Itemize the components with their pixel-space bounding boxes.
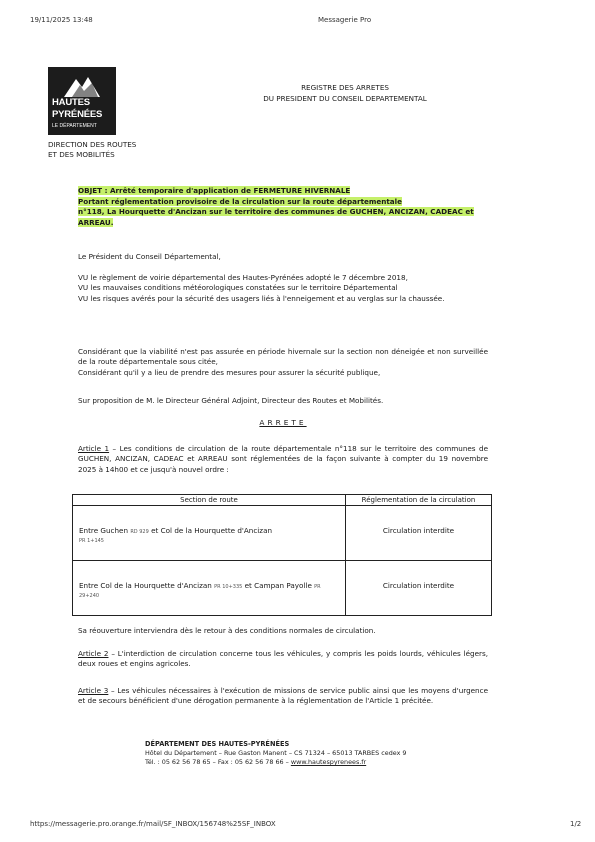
vu-item: VU les risques avérés pour la sécurité des usagers liés à l'enneigement et au verglas sur la chaussée. — [78, 293, 445, 303]
table-cell-regulation: Circulation interdite — [346, 506, 492, 561]
article-1 — [78, 444, 488, 475]
print-datetime: 19/11/2025 13:48 — [30, 16, 93, 24]
section-end-pr: PR 29+240 — [79, 584, 321, 599]
register-title — [200, 82, 490, 104]
mountain-icon — [62, 73, 102, 99]
article-3 — [78, 686, 488, 707]
table-header-row — [73, 495, 492, 506]
proposition-text: Sur proposition de M. le Directeur Général Adjoint, Directeur des Routes et Mobilités. — [78, 396, 384, 405]
road-section-table — [72, 494, 492, 616]
article-1-text: – Les conditions de circulation de la route départementale n°118 sur le territoire des communes de GUCHEN, ANCIZAN, CADEAC et ARREAU sont réglementées de la façon suivante à compter du 19 novembre 2025 à 14h00 et ce jusqu'à nouvel ordre : — [78, 444, 488, 474]
section-start: Entre Guchen — [79, 526, 129, 535]
table-row — [73, 506, 492, 561]
print-url: https://messagerie.pro.orange.fr/mail/SF_INBOX/156748%25SF_INBOX — [30, 820, 276, 828]
department-logo — [48, 67, 116, 135]
section-start-pr: RD 929 — [130, 529, 149, 535]
objet-line-2: Portant réglementation provisoire de la circulation sur la route départementale — [78, 196, 402, 206]
article-2-label: Article 2 — [78, 649, 109, 658]
logo-text-departement: LE DÉPARTEMENT — [52, 123, 97, 129]
section-start-pr: PR 10+335 — [214, 584, 243, 590]
objet-line-3: n°118, La Hourquette d'Ancizan sur le territoire des communes de GUCHEN, ANCIZAN, CADEAC et — [78, 207, 474, 216]
direction-line-2: ET DES MOBILITÉS — [48, 150, 115, 159]
objet-line-4: ARREAU. — [78, 217, 114, 227]
issuing-direction — [48, 140, 136, 160]
objet-line-1: OBJET : Arrêté temporaire d'application de FERMETURE HIVERNALE — [78, 186, 351, 195]
vu-item: VU les mauvaises conditions météorologiques constatées sur le territoire Départemental — [78, 283, 398, 293]
table-cell-section — [73, 506, 346, 561]
vu-list — [78, 273, 488, 304]
print-app-title: Messagerie Pro — [318, 16, 372, 24]
logo-text-pyrenees: PYRÉNÉES — [52, 109, 103, 120]
print-page-number: 1/2 — [570, 820, 582, 828]
footer-title: DÉPARTEMENT DES HAUTES-PYRÉNÉES — [145, 740, 290, 748]
register-line-1: REGISTRE DES ARRETES — [301, 83, 389, 92]
article-1-label: Article 1 — [78, 444, 110, 453]
section-end-pr: PR 1+145 — [79, 538, 104, 544]
table-header-regulation: Réglementation de la circulation — [346, 495, 492, 506]
objet-block — [78, 186, 488, 228]
reouverture-text: Sa réouverture interviendra dès le retour à des conditions normales de circulation. — [78, 626, 376, 635]
letterhead-footer — [145, 740, 406, 767]
section-start: Entre Col de la Hourquette d'Ancizan — [79, 581, 212, 590]
footer-website-link[interactable]: www.hautespyrenees.fr — [290, 758, 367, 766]
register-line-2: DU PRESIDENT DU CONSEIL DEPARTEMENTAL — [263, 94, 427, 103]
article-3-label: Article 3 — [78, 686, 109, 695]
table-cell-section — [73, 561, 346, 616]
footer-contact: Tél. : 05 62 56 78 65 – Fax : 05 62 56 78 66 – — [145, 758, 291, 766]
considerant-list — [78, 347, 488, 378]
vu-item: VU le règlement de voirie départemental des Hautes-Pyrénées adopté le 7 décembre 2018, — [78, 273, 408, 282]
table-row — [73, 561, 492, 616]
footer-contact-line — [145, 758, 406, 767]
footer-address: Hôtel du Département – Rue Gaston Manent – CS 71324 – 65013 TARBES cedex 9 — [145, 749, 407, 757]
table-header-section: Section de route — [73, 495, 346, 506]
section-end: et Campan Payolle — [244, 581, 312, 590]
section-end: et Col de la Hourquette d'Ancizan — [151, 526, 273, 535]
arrete-heading: ARRETE — [259, 418, 307, 427]
article-2 — [78, 649, 488, 670]
article-3-text: – Les véhicules nécessaires à l'exécution de missions de service public ainsi que les moyens d'urgence et de secours bénéficient d'une dérogation permanente à la réglementation de l'Article 1 précitée. — [78, 686, 488, 706]
direction-line-1: DIRECTION DES ROUTES — [48, 140, 137, 149]
logo-text-hautes: HAUTES — [52, 97, 90, 108]
considerant-item: Considérant qu'il y a lieu de prendre des mesures pour assurer la sécurité publique, — [78, 367, 381, 377]
article-2-text: – L'interdiction de circulation concerne tous les véhicules, y compris les poids lourds, véhicules légers, deux roues et engins agricoles. — [78, 649, 488, 669]
considerant-item: Considérant que la viabilité n'est pas assurée en période hivernale sur la section non déneigée et non surveillée de la route départementale sous citée, — [78, 347, 488, 367]
president-intro: Le Président du Conseil Départemental, — [78, 252, 221, 261]
table-cell-regulation: Circulation interdite — [346, 561, 492, 616]
